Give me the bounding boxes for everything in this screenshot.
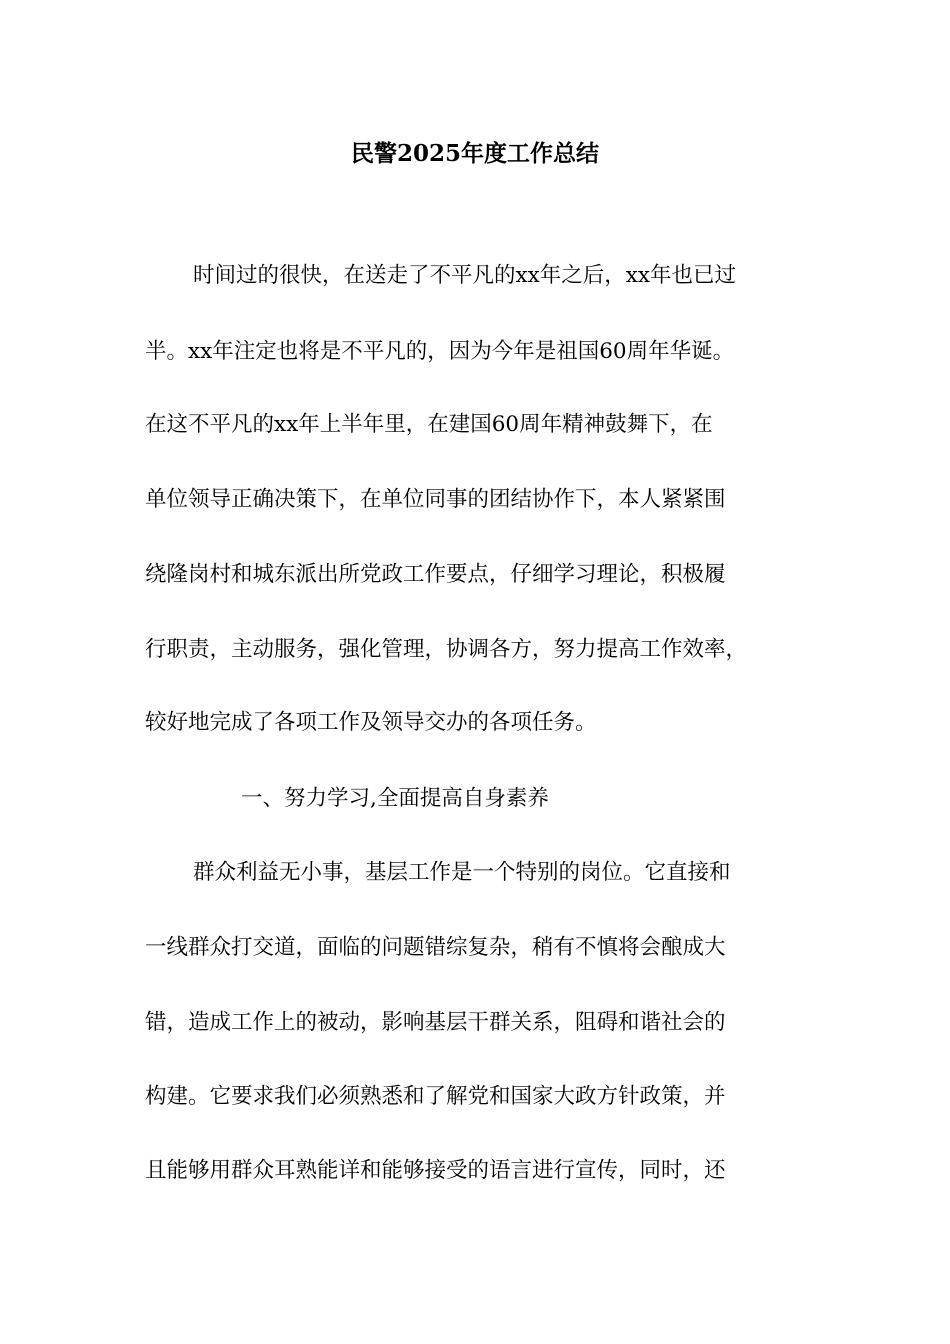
paragraph-line: 构建。它要求我们必须熟悉和了解党和国家大政方针政策，并 <box>145 1084 726 1109</box>
paragraph-line: 一线群众打交道，面临的问题错综复杂，稍有不慎将会酿成大 <box>145 935 726 960</box>
paragraph-line: 绕隆岗村和城东派出所党政工作要点，仔细学习理论，积极履 <box>145 562 726 587</box>
paragraph-line: 在这不平凡的xx年上半年里，在建国60周年精神鼓舞下，在 <box>145 412 713 437</box>
paragraph-line: 行职责，主动服务，强化管理，协调各方，努力提高工作效率， <box>145 637 748 662</box>
paragraph-line: 且能够用群众耳熟能详和能够接受的语言进行宣传，同时，还 <box>145 1158 726 1183</box>
paragraph-line: 单位领导正确决策下，在单位同事的团结协作下，本人紧紧围 <box>145 487 726 512</box>
paragraph-line: 错，造成工作上的被动，影响基层干群关系，阻碍和谐社会的 <box>145 1010 726 1035</box>
document-title: 民警2025年度工作总结 <box>350 140 599 167</box>
paragraph-line: 群众利益无小事，基层工作是一个特别的岗位。它直接和 <box>193 860 731 885</box>
paragraph-line: 较好地完成了各项工作及领导交办的各项任务。 <box>145 710 597 735</box>
paragraph-line: 半。xx年注定也将是不平凡的，因为今年是祖国60周年华诞。 <box>145 339 735 364</box>
paragraph-line: 时间过的很快，在送走了不平凡的xx年之后，xx年也已过 <box>193 263 737 288</box>
section-heading: 一、努力学习,全面提高自身素养 <box>241 786 549 811</box>
